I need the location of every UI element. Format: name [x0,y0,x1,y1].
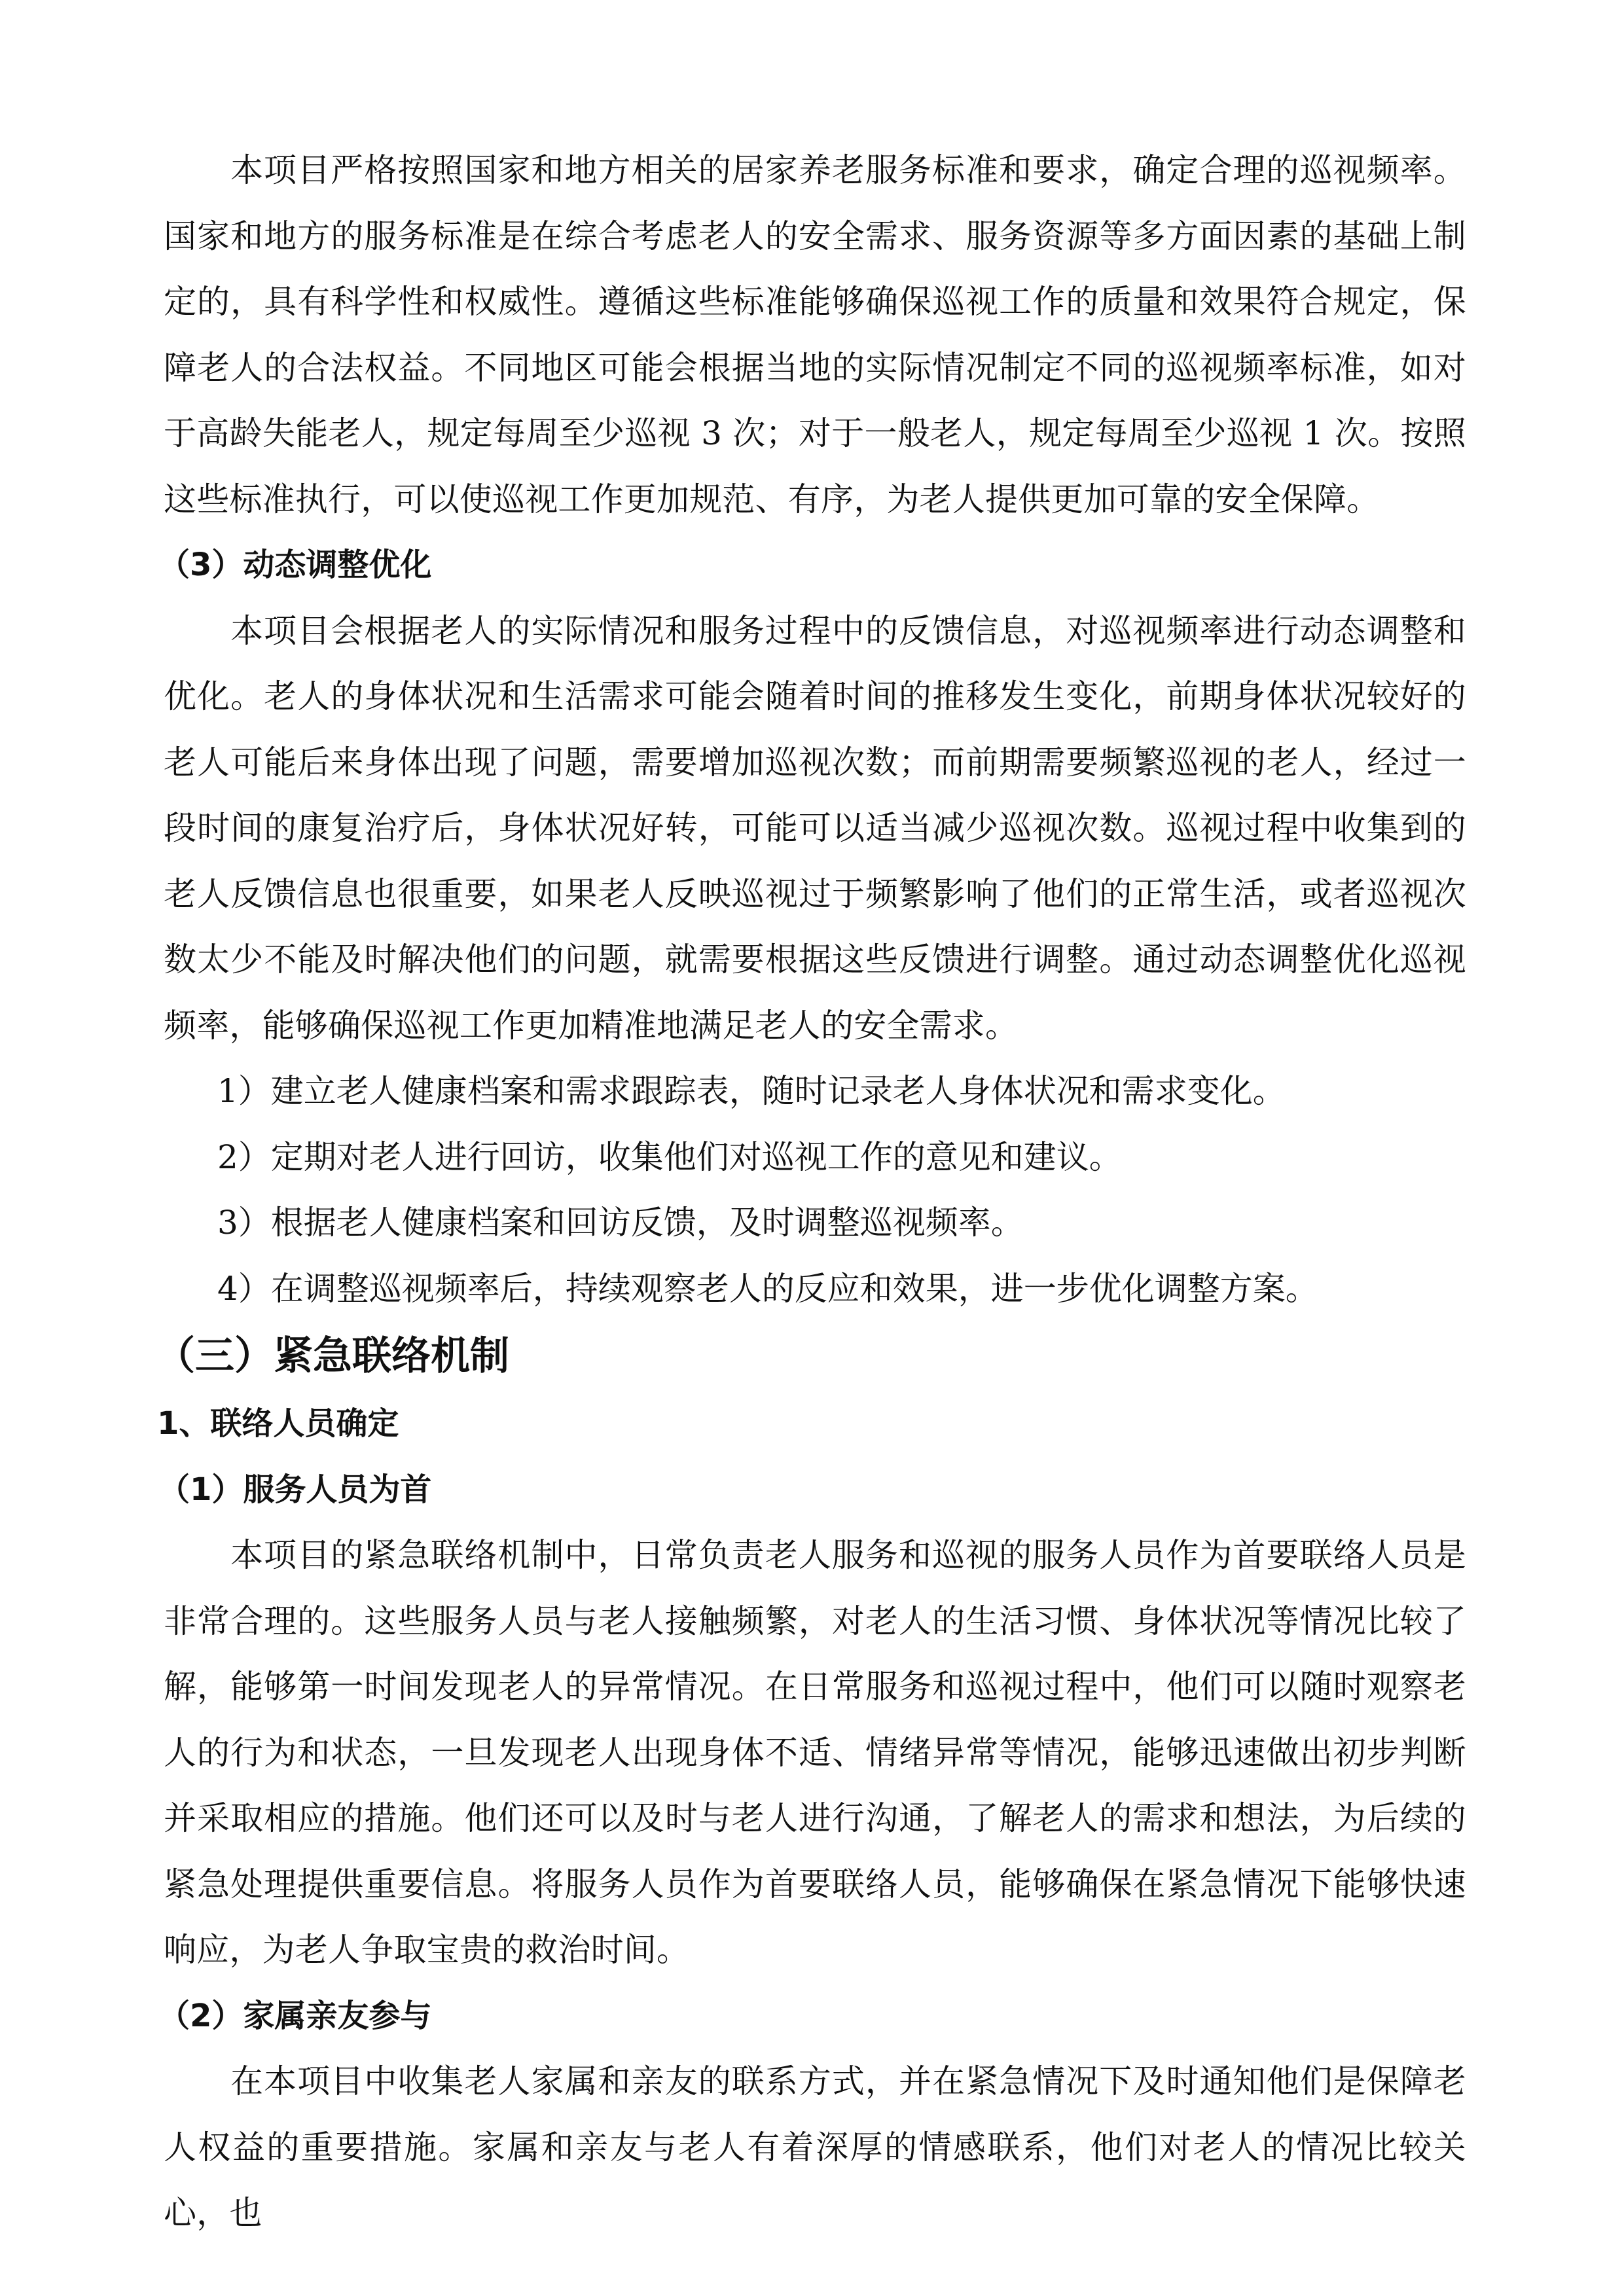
section-heading-emergency-contact: （三）紧急联络机制 [156,1333,509,1379]
paragraph-service-staff: 本项目的紧急联络机制中，日常负责老人服务和巡视的服务人员作为首要联络人员是非常合理的。这些服务人员与老人接触频繁，对老人的生活习惯、身体状况等情况比较了解，能够第一时间发现老人的异常情况。在日常服务和巡视过程中，他们可以随时观察老人的行为和状态，一旦发现老人出现身体不适、情绪异常等情况，能够迅速做出初步判断并采取相应的措施。他们还可以及时与老人进行沟通，了解老人的需求和想法，为后续的紧急处理提供重要信息。将服务人员作为首要联络人员，能够确保在紧急情况下能够快速响应，为老人争取宝贵的救治时间。 [164,1536,1466,1969]
list-item-follow-up-visits: 2）定期对老人进行回访，收集他们对巡视工作的意见和建议。 [217,1138,1122,1176]
list-item-continuous-observation: 4）在调整巡视频率后，持续观察老人的反应和效果，进一步优化调整方案。 [217,1269,1318,1308]
paragraph-dynamic-adjustment: 本项目会根据老人的实际情况和服务过程中的反馈信息，对巡视频率进行动态调整和优化。老人的身体状况和生活需求可能会随着时间的推移发生变化，前期身体状况较好的老人可能后来身体出现了问题，需要增加巡视次数；而前期需要频繁巡视的老人，经过一段时间的康复治疗后，身体状况好转，可能可以适当减少巡视次数。巡视过程中收集到的老人反馈信息也很重要，如果老人反映巡视过于频繁影响了他们的正常生活，或者巡视次数太少不能及时解决他们的问题，就需要根据这些反馈进行调整。通过动态调整优化巡视频率，能够确保巡视工作更加精准地满足老人的安全需求。 [164,611,1466,1045]
heading-contact-personnel: 1、联络人员确定 [157,1405,399,1442]
subheading-dynamic-adjustment: （3）动态调整优化 [158,547,432,583]
paragraph-family-participation: 在本项目中收集老人家属和亲友的联系方式，并在紧急情况下及时通知他们是保障老人权益的重要措施。家属和亲友与老人有着深厚的情感联系，他们对老人的情况比较关心，也 [164,2062,1466,2232]
list-item-adjust-frequency: 3）根据老人健康档案和回访反馈，及时调整巡视频率。 [217,1204,1024,1242]
document-body [156,137,1466,2246]
subheading-family-participation: （2）家属亲友参与 [158,1997,432,2034]
subheading-service-staff-first: （1）服务人员为首 [158,1471,432,1508]
list-item-health-records: 1）建立老人健康档案和需求跟踪表，随时记录老人身体状况和需求变化。 [217,1072,1286,1110]
paragraph-standards: 本项目严格按照国家和地方相关的居家养老服务标准和要求，确定合理的巡视频率。国家和地方的服务标准是在综合考虑老人的安全需求、服务资源等多方面因素的基础上制定的，具有科学性和权威性。遵循这些标准能够确保巡视工作的质量和效果符合规定，保障老人的合法权益。不同地区可能会根据当地的实际情况制定不同的巡视频率标准，如对于高龄失能老人，规定每周至少巡视 3 次；对于一般老人，规定每周至少巡视 1 次。按照这些标准执行，可以使巡视工作更加规范、有序，为老人提供更加可靠的安全保障。 [164,151,1466,518]
